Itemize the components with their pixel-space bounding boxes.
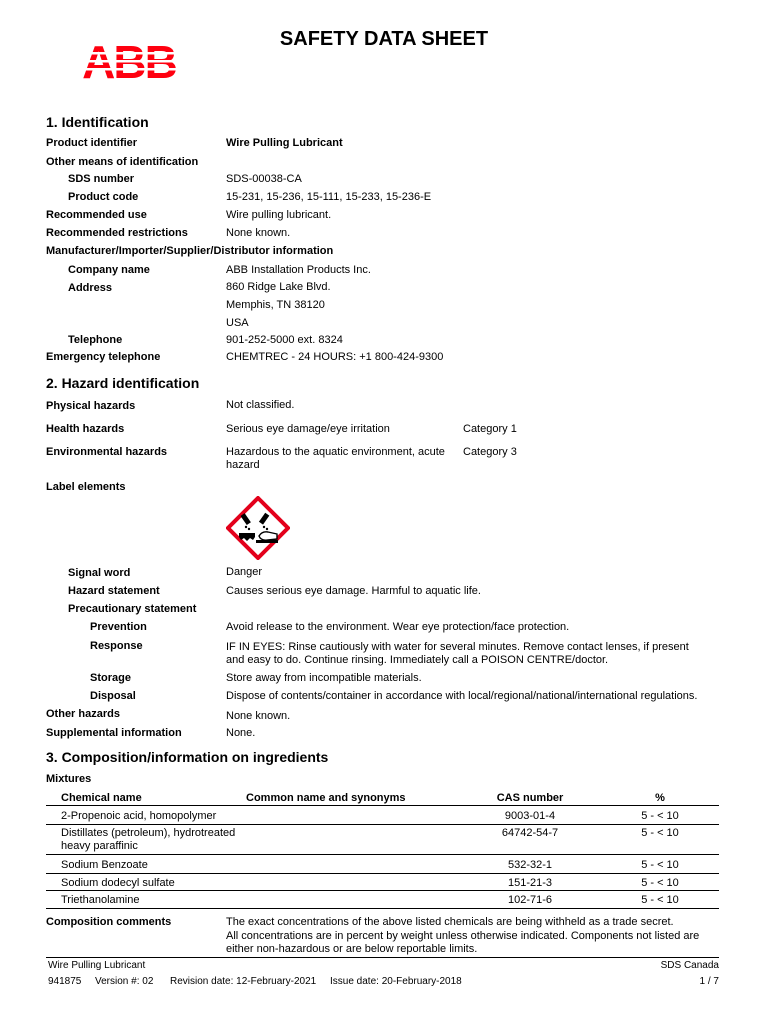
recommended-use-label: Recommended use (46, 209, 147, 221)
chemical-name: Sodium Benzoate (61, 859, 148, 871)
emergency-telephone-label: Emergency telephone (46, 351, 161, 363)
percent: 5 - < 10 (641, 877, 679, 889)
product-code-label: Product code (68, 191, 139, 203)
signal-word-value: Danger (226, 566, 263, 578)
address-label: Address (68, 282, 113, 294)
footer-product-name: Wire Pulling Lubricant (48, 960, 146, 971)
response-value-2: and easy to do. Continue rinsing. Immediately call a POISON CENTRE/doctor. (226, 654, 609, 666)
company-name-value: ABB Installation Products Inc. (226, 264, 371, 276)
company-name-label: Company name (68, 264, 150, 276)
ghs-corrosion-icon (226, 496, 290, 565)
product-code-value: 15-231, 15-236, 15-111, 15-233, 15-236-E (226, 191, 432, 203)
sds-number-value: SDS-00038-CA (226, 173, 302, 185)
address-line-1: 860 Ridge Lake Blvd. (226, 281, 331, 293)
cas-number: 9003-01-4 (504, 810, 556, 822)
environmental-hazards-label: Environmental hazards (46, 446, 168, 458)
chemical-name: Triethanolamine (61, 894, 140, 906)
composition-comments-line-2: All concentrations are in percent by weight unless otherwise indicated. Components not listed are (226, 930, 700, 942)
signal-word-label: Signal word (68, 567, 131, 579)
environmental-hazards-value-2: hazard (226, 459, 260, 471)
product-identifier-value: Wire Pulling Lubricant (226, 137, 343, 149)
physical-hazards-label: Physical hazards (46, 400, 136, 412)
column-header-cas-number: CAS number (496, 792, 564, 804)
health-hazards-category: Category 1 (463, 423, 517, 435)
hazard-statement-value: Causes serious eye damage. Harmful to aquatic life. (226, 585, 481, 597)
composition-comments-label: Composition comments (46, 916, 172, 928)
label-elements-label: Label elements (46, 481, 126, 493)
sds-number-label: SDS number (68, 173, 135, 185)
percent: 5 - < 10 (641, 859, 679, 871)
health-hazards-label: Health hazards (46, 423, 125, 435)
telephone-label: Telephone (68, 334, 123, 346)
section-1-heading: 1. Identification (46, 114, 149, 130)
footer-revision-date: Revision date: 12-February-2021 (170, 976, 317, 987)
supplemental-information-label: Supplemental information (46, 727, 182, 739)
telephone-value: 901-252-5000 ext. 8324 (226, 334, 343, 346)
column-header-percent: % (655, 792, 665, 804)
physical-hazards-value: Not classified. (226, 399, 295, 411)
table-row-rule (46, 890, 719, 891)
footer-page-number: 1 / 7 (699, 976, 719, 987)
table-row-rule (46, 854, 719, 855)
supplemental-information-value: None. (226, 727, 256, 739)
address-line-2: Memphis, TN 38120 (226, 299, 325, 311)
cas-number: 532-32-1 (507, 859, 553, 871)
recommended-use-value: Wire pulling lubricant. (226, 209, 332, 221)
address-line-3: USA (226, 317, 249, 329)
composition-comments-line-1: The exact concentrations of the above listed chemicals are being withheld as a trade secret. (226, 916, 674, 928)
emergency-telephone-value: CHEMTREC - 24 HOURS: +1 800-424-9300 (226, 351, 444, 363)
manufacturer-label: Manufacturer/Importer/Supplier/Distributor information (46, 245, 334, 257)
column-header-chemical-name: Chemical name (61, 792, 142, 804)
prevention-value: Avoid release to the environment. Wear eye protection/face protection. (226, 621, 570, 633)
other-hazards-label: Other hazards (46, 708, 120, 720)
cas-number: 64742-54-7 (501, 827, 559, 839)
footer-issue-date: Issue date: 20-February-2018 (330, 976, 462, 987)
percent: 5 - < 10 (641, 810, 679, 822)
disposal-value: Dispose of contents/container in accordance with local/regional/national/international regulations. (226, 690, 698, 702)
section-2-heading: 2. Hazard identification (46, 375, 200, 391)
footer-rule (46, 957, 719, 958)
cas-number: 102-71-6 (507, 894, 553, 906)
environmental-hazards-category: Category 3 (463, 446, 517, 458)
table-row-rule (46, 873, 719, 874)
storage-label: Storage (90, 672, 131, 684)
hazard-statement-label: Hazard statement (68, 585, 160, 597)
recommended-restrictions-label: Recommended restrictions (46, 227, 188, 239)
chemical-name-line-2: heavy paraffinic (61, 840, 138, 852)
health-hazards-value: Serious eye damage/eye irritation (226, 423, 390, 435)
chemical-name: Sodium dodecyl sulfate (61, 877, 175, 889)
chemical-name: 2-Propenoic acid, homopolymer (61, 810, 217, 822)
table-row-rule (46, 824, 719, 825)
environmental-hazards-value-1: Hazardous to the aquatic environment, acute (226, 446, 445, 458)
footer-document-number: 941875 (48, 976, 82, 987)
footer-version: Version #: 02 (95, 976, 154, 987)
document-title: SAFETY DATA SHEET (279, 28, 489, 50)
precautionary-statement-label: Precautionary statement (68, 603, 197, 615)
percent: 5 - < 10 (641, 827, 679, 839)
footer-region: SDS Canada (660, 960, 719, 971)
storage-value: Store away from incompatible materials. (226, 672, 422, 684)
response-value-1: IF IN EYES: Rinse cautiously with water for several minutes. Remove contact lenses, if present (226, 641, 689, 653)
percent: 5 - < 10 (641, 894, 679, 906)
mixtures-label: Mixtures (46, 773, 92, 785)
prevention-label: Prevention (90, 621, 147, 633)
response-label: Response (90, 640, 143, 652)
column-header-common-name: Common name and synonyms (246, 792, 406, 804)
other-means-label: Other means of identification (46, 156, 199, 168)
product-identifier-label: Product identifier (46, 137, 138, 149)
disposal-label: Disposal (90, 690, 136, 702)
table-header-rule (46, 805, 719, 806)
table-bottom-rule (46, 908, 719, 909)
section-3-heading: 3. Composition/information on ingredients (46, 749, 329, 765)
other-hazards-value: None known. (226, 710, 291, 722)
recommended-restrictions-value: None known. (226, 227, 291, 239)
cas-number: 151-21-3 (507, 877, 553, 889)
composition-comments-line-3: either non-hazardous or are below reportable limits. (226, 943, 478, 955)
chemical-name: Distillates (petroleum), hydrotreated (61, 827, 236, 839)
